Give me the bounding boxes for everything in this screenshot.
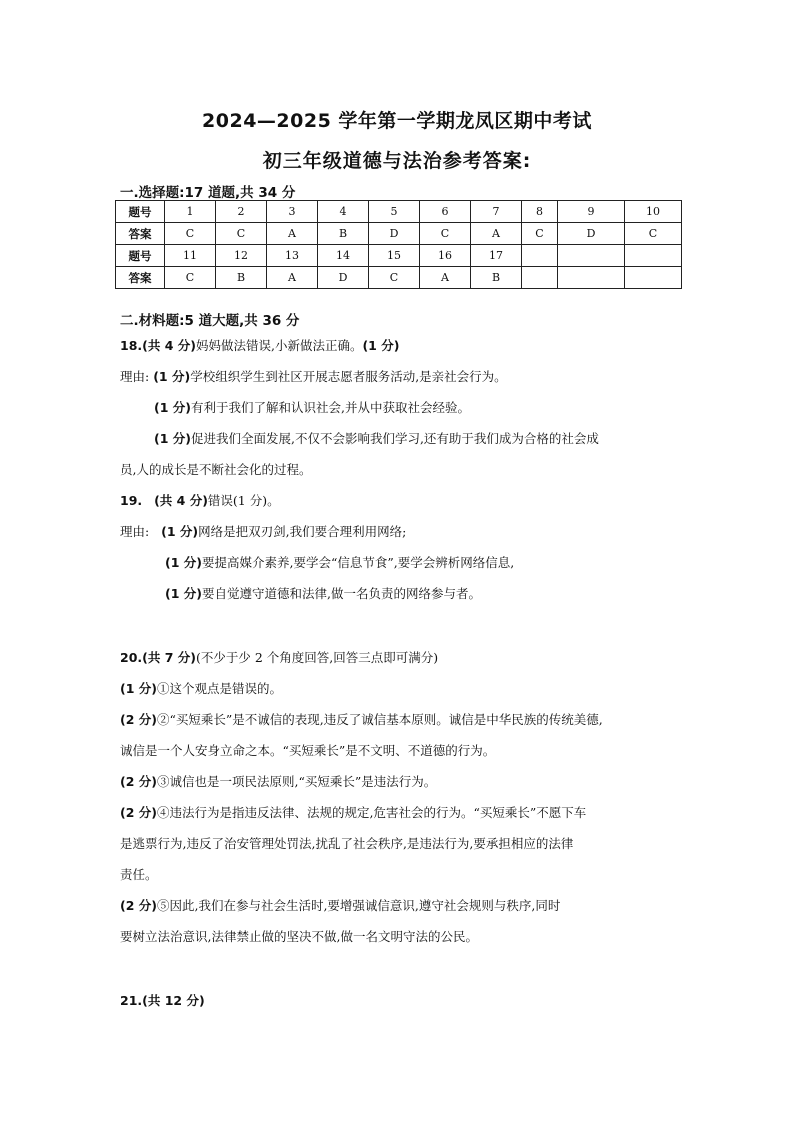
table-cell — [625, 245, 682, 267]
table-cell: 8 — [522, 201, 558, 223]
score: (2 分) — [120, 712, 157, 727]
table-cell: 12 — [216, 245, 267, 267]
point-text: ①这个观点是错误的。 — [156, 681, 282, 696]
q20-point-5 — [120, 896, 560, 914]
score: (1 分) — [154, 400, 191, 415]
q20-point-2-cont: 诚信是一个人安身立命之本。“买短乘长”是不文明、不道德的行为。 — [120, 743, 496, 758]
table-cell: C — [420, 223, 471, 245]
reason-label: 理由: — [120, 369, 150, 384]
table-cell: 答案 — [116, 267, 165, 289]
q20-heading — [120, 648, 438, 666]
q20-point-4 — [120, 803, 586, 821]
table-row — [116, 267, 682, 289]
point-text: ④违法行为是指违反法律、法规的规定,危害社会的行为。“买短乘长”不愿下车 — [156, 805, 587, 820]
point-text: ⑤因此,我们在参与社会生活时,要增强诚信意识,遵守社会规则与秩序,同时 — [156, 898, 561, 913]
table-cell: 16 — [420, 245, 471, 267]
reason-label: 理由: — [120, 524, 150, 539]
q19-score: (共 4 分) — [154, 493, 208, 508]
table-cell: 9 — [558, 201, 625, 223]
q18-reason-1 — [120, 367, 507, 385]
table-cell: 10 — [625, 201, 682, 223]
reason-text: 要提高媒介素养,要学会“信息节食”,要学会辨析网络信息, — [201, 555, 515, 570]
table-cell: A — [267, 267, 318, 289]
q20-point-4-cont: 责任。 — [120, 867, 158, 882]
table-cell: A — [471, 223, 522, 245]
table-cell: 13 — [267, 245, 318, 267]
q20-point-5-cont: 要树立法治意识,法律禁止做的坚决不做,做一名文明守法的公民。 — [120, 929, 478, 944]
q20-point-4-cont: 是逃票行为,违反了治安管理处罚法,扰乱了社会秩序,是违法行为,要承担相应的法律 — [120, 836, 574, 851]
score: (2 分) — [120, 898, 157, 913]
section-material-heading: 二.材料题:5 道大题,共 36 分 — [120, 313, 300, 329]
q20-score: (共 7 分) — [142, 650, 196, 665]
table-cell: D — [558, 223, 625, 245]
table-cell: C — [369, 267, 420, 289]
table-row — [116, 223, 682, 245]
q21-number: 21. — [120, 993, 143, 1008]
table-cell — [522, 245, 558, 267]
q18-answer: 妈妈做法错误,小新做法正确。 — [195, 338, 363, 353]
table-cell — [558, 267, 625, 289]
table-cell: 15 — [369, 245, 420, 267]
q19-answer: 错误(1 分)。 — [207, 493, 280, 508]
table-cell: C — [522, 223, 558, 245]
table-cell — [625, 267, 682, 289]
table-cell: 11 — [165, 245, 216, 267]
q18-score: (共 4 分) — [142, 338, 196, 353]
table-cell: D — [369, 223, 420, 245]
table-row — [116, 201, 682, 223]
section-choice-heading: 一.选择题:17 道题,共 34 分 — [120, 185, 296, 201]
table-cell — [522, 267, 558, 289]
q18-number: 18. — [120, 338, 143, 353]
table-cell: 5 — [369, 201, 420, 223]
q18-reason-2 — [154, 398, 470, 416]
q18-reason-3 — [154, 429, 599, 447]
table-cell — [558, 245, 625, 267]
score: (1 分) — [161, 524, 199, 539]
q21-heading — [120, 991, 205, 1009]
table-cell: 3 — [267, 201, 318, 223]
score: (2 分) — [120, 805, 157, 820]
score: (2 分) — [120, 774, 157, 789]
score: (1 分) — [120, 681, 157, 696]
q19-reason-2 — [165, 553, 514, 571]
table-cell: B — [318, 223, 369, 245]
reason-text: 要自觉遵守道德和法律,做一名负责的网络参与者。 — [201, 586, 481, 601]
table-cell: 14 — [318, 245, 369, 267]
page-subtitle: 初三年级道德与法治参考答案: — [262, 150, 532, 172]
page-title: 2024—2025 学年第一学期龙凤区期中考试 — [202, 110, 592, 132]
table-cell: 题号 — [116, 245, 165, 267]
table-cell: C — [216, 223, 267, 245]
reason-text: 网络是把双刃剑,我们要合理利用网络; — [198, 524, 407, 539]
table-cell: 答案 — [116, 223, 165, 245]
table-cell: 1 — [165, 201, 216, 223]
table-cell: 6 — [420, 201, 471, 223]
q18-answer-score: (1 分) — [362, 338, 400, 353]
q19-reason-3 — [165, 584, 481, 602]
table-cell: A — [420, 267, 471, 289]
table-cell: B — [471, 267, 522, 289]
table-cell: 题号 — [116, 201, 165, 223]
reason-text: 有利于我们了解和认识社会,并从中获取社会经验。 — [190, 400, 470, 415]
table-cell: 7 — [471, 201, 522, 223]
table-cell: B — [216, 267, 267, 289]
q21-score: (共 12 分) — [142, 993, 205, 1008]
q19-number: 19. — [120, 493, 143, 508]
score: (1 分) — [153, 369, 191, 384]
table-cell: 4 — [318, 201, 369, 223]
score: (1 分) — [165, 555, 202, 570]
table-cell: C — [625, 223, 682, 245]
table-cell: 2 — [216, 201, 267, 223]
q18-heading — [120, 336, 399, 354]
table-cell: A — [267, 223, 318, 245]
reason-text: 学校组织学生到社区开展志愿者服务活动,是亲社会行为。 — [190, 369, 507, 384]
table-cell: C — [165, 223, 216, 245]
table-cell: D — [318, 267, 369, 289]
table-cell: 17 — [471, 245, 522, 267]
q20-point-3 — [120, 772, 436, 790]
point-text: ③诚信也是一项民法原则,“买短乘长”是违法行为。 — [156, 774, 437, 789]
table-cell: C — [165, 267, 216, 289]
answer-table — [115, 200, 682, 289]
q20-number: 20. — [120, 650, 143, 665]
q19-reason-1 — [120, 522, 406, 540]
table-row — [116, 245, 682, 267]
q18-reason-3-cont: 员,人的成长是不断社会化的过程。 — [120, 462, 312, 477]
q19-heading — [120, 491, 280, 509]
point-text: ②“买短乘长”是不诚信的表现,违反了诚信基本原则。诚信是中华民族的传统美德, — [156, 712, 603, 727]
q20-point-2 — [120, 710, 603, 728]
q20-point-1 — [120, 679, 282, 697]
q20-instruction: (不少于少 2 个角度回答,回答三点即可满分) — [195, 650, 439, 665]
reason-text: 促进我们全面发展,不仅不会影响我们学习,还有助于我们成为合格的社会成 — [190, 431, 599, 446]
score: (1 分) — [154, 431, 191, 446]
score: (1 分) — [165, 586, 202, 601]
